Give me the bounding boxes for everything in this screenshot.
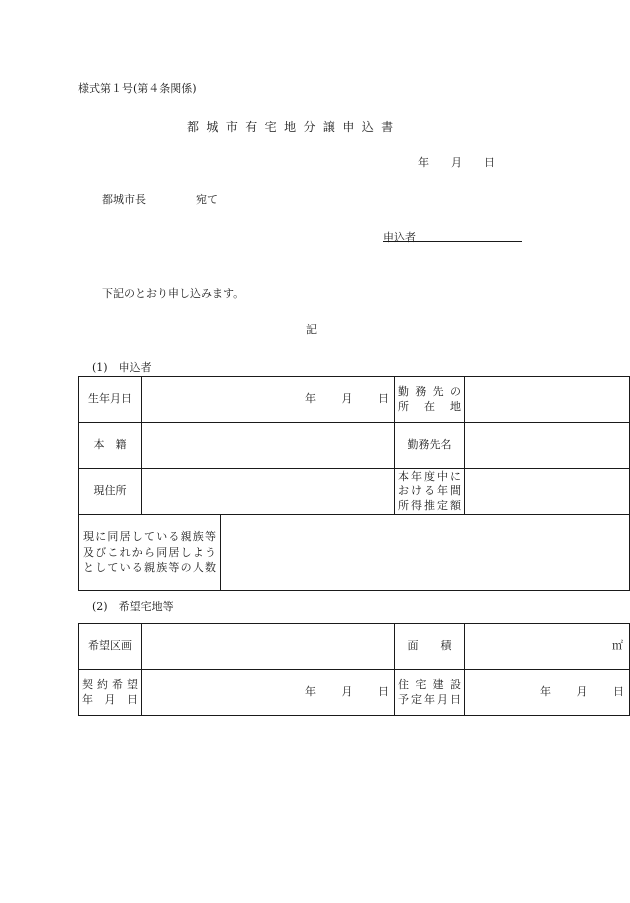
- applicant-table: [78, 376, 630, 591]
- date-line: 年 月 日: [418, 156, 495, 169]
- build-date-field[interactable]: 年 月 日: [465, 670, 630, 716]
- row-honseki: [79, 423, 630, 469]
- plot-label: 希望区画: [79, 624, 142, 670]
- form-number: 様式第１号(第４条関係): [78, 82, 197, 95]
- row-address: [79, 469, 630, 515]
- plot-table: [78, 623, 630, 716]
- work-name-label: 勤務先名: [395, 423, 465, 469]
- birthdate-field[interactable]: 年 月 日: [142, 377, 395, 423]
- family-field[interactable]: [221, 515, 630, 591]
- contract-date-field[interactable]: 年 月 日: [142, 670, 395, 716]
- applicant-label: 申込者: [383, 231, 416, 244]
- plot-field[interactable]: [142, 624, 395, 670]
- address-field[interactable]: [142, 469, 395, 515]
- row-contract: [79, 670, 630, 716]
- income-field[interactable]: [465, 469, 630, 515]
- addressee-suffix: 宛て: [196, 193, 218, 206]
- row-birthdate: [79, 377, 630, 423]
- address-label: 現住所: [79, 469, 142, 515]
- family-label: 現に同居している親族等 及びこれから同居しよう としている親族等の人数: [79, 515, 221, 591]
- section2-heading: (2) 希望宅地等: [92, 600, 174, 613]
- honseki-label: 本 籍: [79, 423, 142, 469]
- area-unit: ㎡: [612, 639, 623, 653]
- birthdate-label: 生年月日: [79, 377, 142, 423]
- intro-text: 下記のとおり申し込みます。: [102, 287, 245, 300]
- form-title: 都 城 市 有 宅 地 分 譲 申 込 書: [187, 120, 395, 134]
- row-plot: [79, 624, 630, 670]
- signature-underline: [383, 241, 522, 242]
- build-label: 住宅建設 予定年月日: [395, 670, 465, 716]
- work-address-field[interactable]: [465, 377, 630, 423]
- area-field[interactable]: [465, 624, 630, 670]
- contract-label: 契約希望 年 月 日: [79, 670, 142, 716]
- work-address-label: 勤務先の 所 在 地: [395, 377, 465, 423]
- income-label: 本年度中に おける年間 所得推定額: [395, 469, 465, 515]
- area-label: 面 積: [395, 624, 465, 670]
- work-name-field[interactable]: [465, 423, 630, 469]
- section1-heading: (1) 申込者: [92, 361, 152, 374]
- addressee-name: 都城市長: [102, 193, 146, 206]
- ki-heading: 記: [306, 323, 317, 336]
- row-family: [79, 515, 630, 591]
- honseki-field[interactable]: [142, 423, 395, 469]
